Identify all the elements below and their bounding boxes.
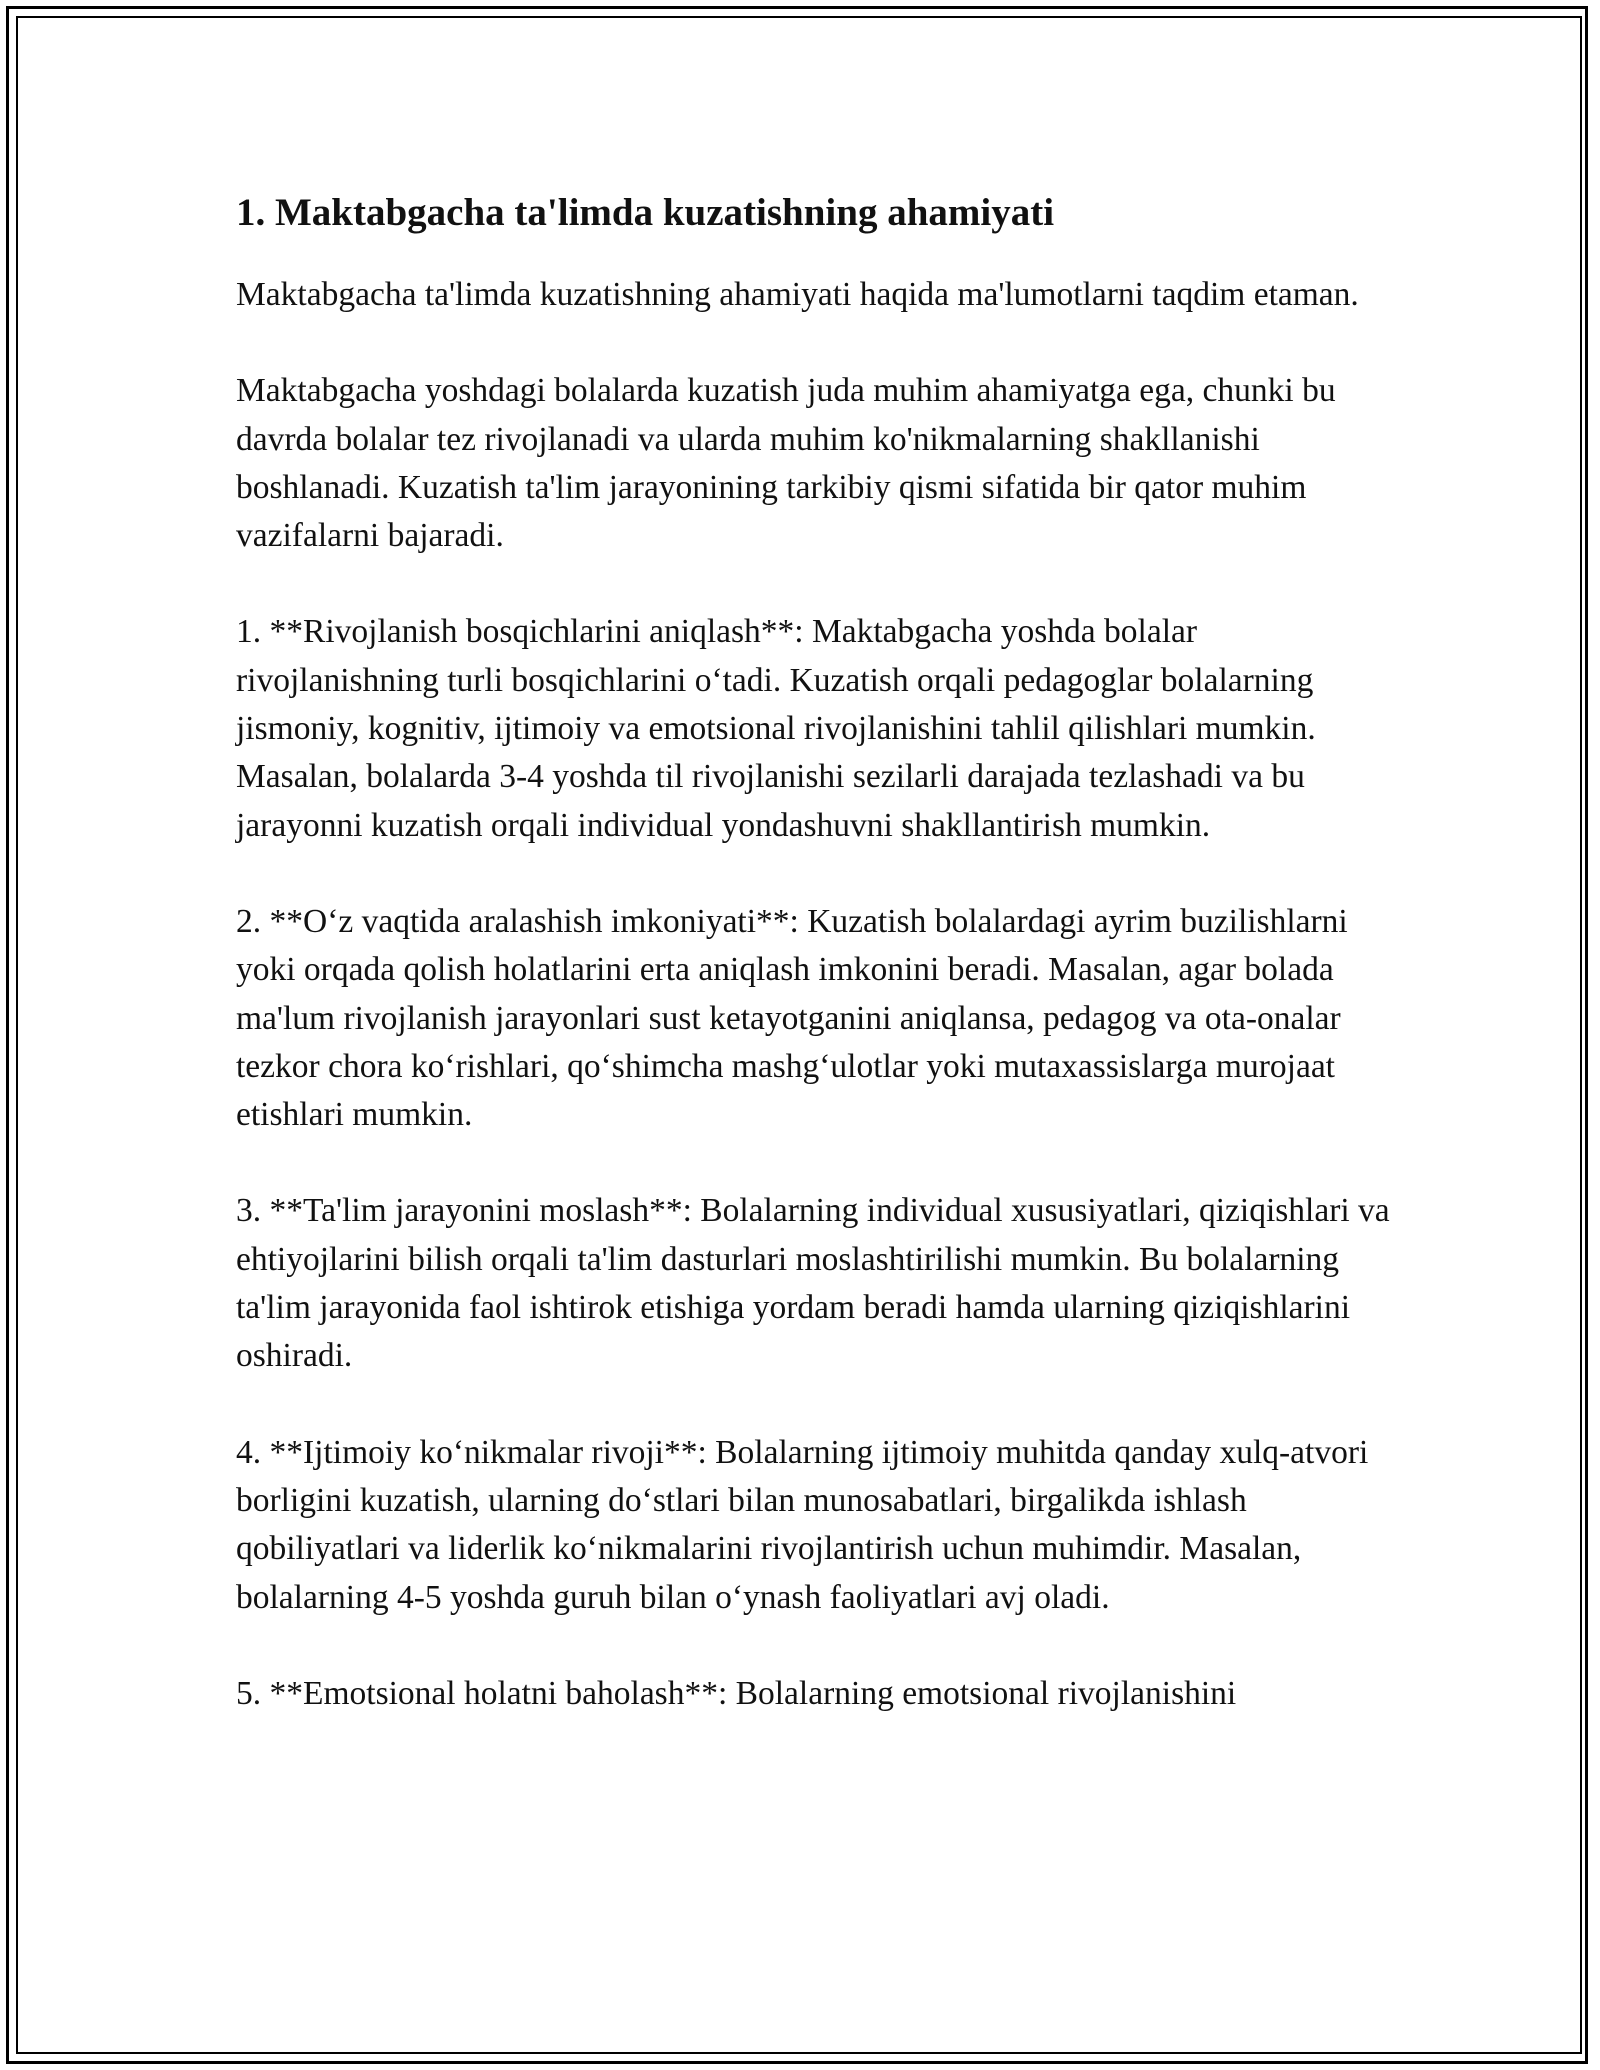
document-body — [236, 185, 1406, 1766]
list-item-4: 4. **Ijtimoiy ko‘nikmalar rivoji**: Bolalarning ijtimoiy muhitda qanday xulq-atvori borligini kuzatish, ularning do‘stlari bilan munosabatlari, birgalikda ishlash qobiliyatlari va liderlik ko‘nikmalarini rivojlantirish uchun muhimdir. Masalan, bolalarning 4-5 yoshda guruh bilan o‘ynash faoliyatlari avj oladi. — [236, 1433, 1369, 1616]
page-title: 1. Maktabgacha ta'limda kuzatishning ahamiyati — [236, 191, 1055, 234]
list-item-3: 3. **Ta'lim jarayonini moslash**: Bolalarning individual xususiyatlari, qiziqishlari va ehtiyojlarini bilish orqali ta'lim dasturlari moslashtirilishi mumkin. Bu bolalarning ta'lim jarayonida faol ishtirok etishiga yordam beradi hamda ularning qiziqishlarini oshiradi. — [236, 1192, 1390, 1375]
list-item-5: 5. **Emotsional holatni baholash**: Bolalarning emotsional rivojlanishini — [236, 1674, 1237, 1712]
list-item-1: 1. **Rivojlanish bosqichlarini aniqlash**: Maktabgacha yoshda bolalar rivojlanishning turli bosqichlarini o‘tadi. Kuzatish orqali pedagoglar bolalarning jismoniy, kognitiv, ijtimoiy va emotsional rivojlanishini tahlil qilishlari mumkin. Masalan, bolalarda 3-4 yoshda til rivojlanishi sezilarli darajada tezlashadi va bu jarayonni kuzatish orqali individual yondashuvni shakllantirish mumkin. — [236, 613, 1316, 844]
context-paragraph: Maktabgacha yoshdagi bolalarda kuzatish juda muhim ahamiyatga ega, chunki bu davrda bolalar tez rivojlanadi va ularda muhim ko'nikmalarning shakllanishi boshlanadi. Kuzatish ta'lim jarayonining tarkibiy qismi sifatida bir qator muhim vazifalarni bajaradi. — [236, 372, 1336, 555]
intro-paragraph: Maktabgacha ta'limda kuzatishning ahamiyati haqida ma'lumotlarni taqdim etaman. — [236, 276, 1359, 313]
list-item-2: 2. **O‘z vaqtida aralashish imkoniyati**: Kuzatish bolalardagi ayrim buzilishlarni yoki orqada qolish holatlarini erta aniqlash imkonini beradi. Masalan, agar bolada ma'lum rivojlanish jarayonlari sust ketayotganini aniqlansa, pedagog va ota-onalar tezkor chora ko‘rishlari, qo‘shimcha mashg‘ulotlar yoki mutaxassislarga murojaat etishlari mumkin. — [236, 902, 1348, 1134]
